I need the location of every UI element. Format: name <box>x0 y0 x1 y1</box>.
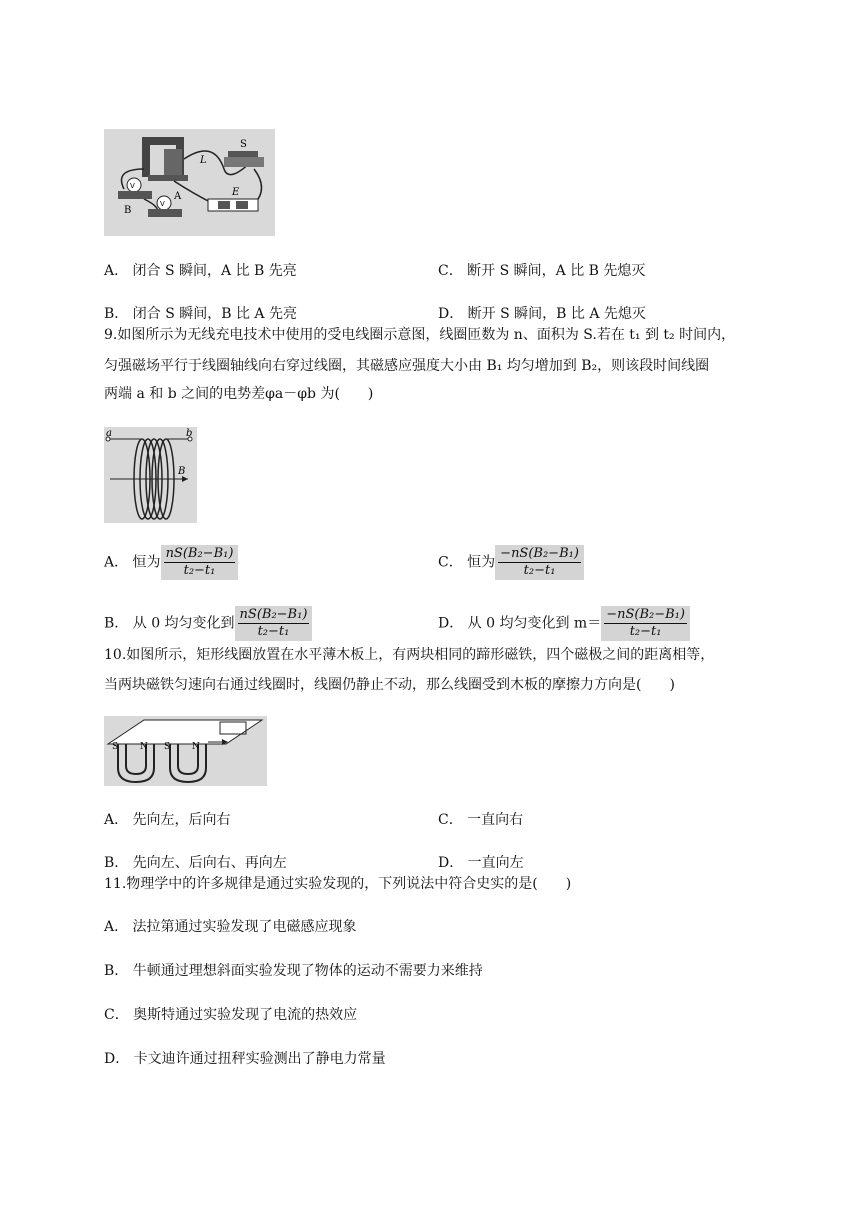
q8-option-d[interactable]: D． 断开 S 瞬间，B 比 A 先熄灭 <box>438 306 646 322</box>
q9-stem-line2: 匀强磁场平行于线圈轴线向右穿过线圈，其磁感应强度大小由 B₁ 均匀增加到 B₂，则该段时间线圈 <box>104 358 710 374</box>
q11-option-c[interactable]: C． 奥斯特通过实验发现了电流的热效应 <box>104 1007 358 1023</box>
q9-option-c[interactable] <box>438 545 584 580</box>
label-A: A <box>174 191 182 202</box>
label-B: B <box>124 205 132 216</box>
fraction-denominator: t₂−t₁ <box>629 624 662 639</box>
q8-option-b[interactable]: B． 闭合 S 瞬间，B 比 A 先亮 <box>104 306 297 322</box>
label-b: b <box>186 428 193 439</box>
q11-stem-line1: 11.物理学中的许多规律是通过实验发现的，下列说法中符合史实的是( ) <box>104 876 572 892</box>
q9-option-b-fraction <box>235 606 313 641</box>
fraction-denominator: t₂−t₁ <box>257 624 290 639</box>
fraction-numerator: nS(B₂−B₁) <box>239 607 308 622</box>
q9-option-a-fraction <box>161 545 239 580</box>
q9-option-d[interactable] <box>438 606 690 641</box>
q10-option-c[interactable]: C． 一直向右 <box>438 812 524 828</box>
q9-option-a-prefix: A． 恒为 <box>104 554 161 571</box>
label-S-pole-1: S <box>112 742 119 752</box>
q10-option-b[interactable]: B． 先向左、后向右、再向左 <box>104 855 287 871</box>
q9-stem-line3: 两端 a 和 b 之间的电势差φa－φb 为( ) <box>104 386 374 402</box>
q10-stem-line1: 10.如图所示，矩形线圈放置在水平薄木板上，有两块相同的蹄形磁铁，四个磁极之间的距离相等， <box>104 647 715 663</box>
q11-option-d[interactable]: D． 卡文迪许通过扭秤实验测出了静电力常量 <box>104 1051 386 1067</box>
q9-option-d-prefix: D． 从 0 均匀变化到 m＝ <box>438 615 602 632</box>
label-L: L <box>200 155 207 166</box>
magnets-diagram <box>104 716 267 786</box>
label-V2: V <box>160 200 165 208</box>
q11-option-b[interactable]: B． 牛顿通过理想斜面实验发现了物体的运动不需要力来维持 <box>104 963 483 979</box>
circuit-figure <box>104 129 275 236</box>
q9-option-d-fraction <box>601 606 690 641</box>
q10-stem-line2: 当两块磁铁匀速向右通过线圈时，线圈仍静止不动，那么线圈受到木板的摩擦力方向是( ) <box>104 677 675 693</box>
q9-option-a[interactable] <box>104 545 238 580</box>
label-a: a <box>106 428 112 439</box>
label-S: S <box>240 139 247 150</box>
fraction-numerator: −nS(B₂−B₁) <box>500 546 579 561</box>
magnets-figure <box>104 716 267 786</box>
fraction-denominator: t₂−t₁ <box>183 563 216 578</box>
q10-option-d[interactable]: D． 一直向左 <box>438 855 524 871</box>
label-V1: V <box>130 182 135 190</box>
coil-diagram <box>104 427 197 523</box>
q11-option-a[interactable]: A． 法拉第通过实验发现了电磁感应现象 <box>104 919 357 935</box>
label-B-field: B <box>178 466 186 477</box>
fraction-numerator: nS(B₂−B₁) <box>165 546 234 561</box>
q9-option-b[interactable] <box>104 606 312 641</box>
q9-option-b-prefix: B． 从 0 均匀变化到 <box>104 615 235 632</box>
q10-option-a[interactable]: A． 先向左，后向右 <box>104 812 231 828</box>
label-S-pole-2: S <box>164 742 171 752</box>
fraction-numerator: −nS(B₂−B₁) <box>606 607 685 622</box>
q9-stem-line1: 9.如图所示为无线充电技术中使用的受电线圈示意图，线圈匝数为 n、面积为 S.若在 t₁ 到 t₂ 时间内， <box>104 327 736 343</box>
q8-option-a[interactable]: A． 闭合 S 瞬间，A 比 B 先亮 <box>104 263 297 279</box>
q9-option-c-prefix: C． 恒为 <box>438 554 496 571</box>
q9-option-c-fraction <box>495 545 584 580</box>
label-N-pole-2: N <box>192 742 200 752</box>
label-E: E <box>232 187 240 198</box>
label-N-pole-1: N <box>140 742 148 752</box>
fraction-denominator: t₂−t₁ <box>523 563 556 578</box>
circuit-diagram <box>104 129 275 236</box>
coil-figure <box>104 427 197 523</box>
q8-option-c[interactable]: C． 断开 S 瞬间，A 比 B 先熄灭 <box>438 263 646 279</box>
